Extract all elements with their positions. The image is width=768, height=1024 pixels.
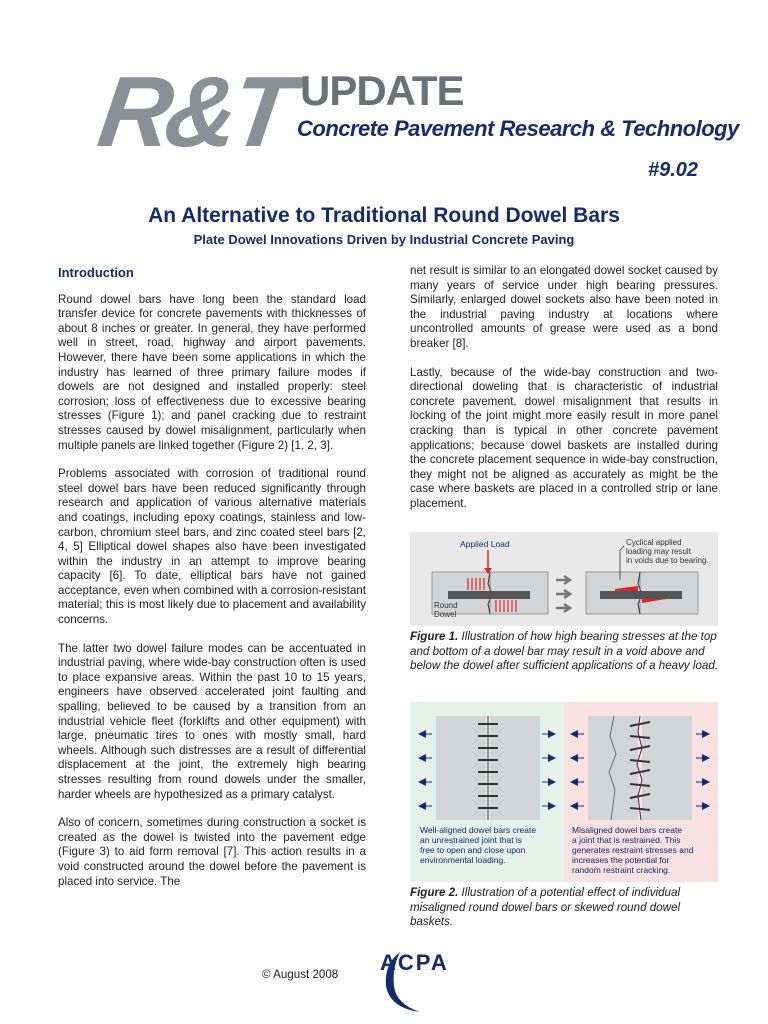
paragraph: The latter two dowel failure modes can be accentuated in industrial paving, where wide-bay construction often is used to place expansive areas. Within the past 10 to 15 years, engineers have observed accelerated joint faulting and spalling, believed to be caused by a transition from an industrial vehicle fleet (forklifts and other equipment) with large, pneumatic tires to ones with mostly small, hard wheels. Although such distresses are a result of differential displacement at the joint, the extremely high bearing stresses resulting from round dowels under the smaller, harder wheels are hypothesized as a primary catalyst.	[58, 641, 366, 801]
fig2-left-text: environmental loading.	[420, 855, 506, 865]
paragraph: Lastly, because of the wide-bay construction and two-directional doweling that is characteristic of industrial concrete pavement, dowel misalignment that results in locking of the joint might more easily result in more panel cracking than is typical in other concrete pavement applications; because dowel baskets are installed during the concrete placement sequence in wide-bay construction, they might not be aligned as accurately as might be the case where baskets are placed in a controlled strip or lane placement.	[410, 365, 718, 510]
round-dowel-label: Round	[434, 601, 458, 610]
cyclical-label: Cyclical applied	[626, 538, 682, 547]
fig2-right-text: generates restraint stresses and	[572, 845, 694, 855]
figure-1-illustration	[410, 532, 718, 626]
logo-update: UPDATE	[300, 67, 464, 114]
fig2-left-text: free to open and close upon	[420, 845, 526, 855]
cyclical-label: loading may result	[626, 547, 691, 556]
figure-2-caption	[410, 886, 720, 930]
acpa-logo	[360, 946, 480, 1016]
paragraph: net result is similar to an elongated dowel socket caused by many years of service under high bearing pressures. Similarly, enlarged dowel sockets also have been noted in the industrial paving industry at locations where uncontrolled amounts of grease were used as a bond breaker [8].	[410, 264, 718, 350]
logo-subtitle: Concrete Pavement Research & Technology	[297, 116, 739, 141]
right-column	[410, 264, 718, 526]
issue-number: #9.02	[648, 159, 699, 181]
applied-load-label: Applied Load	[460, 539, 510, 549]
publication-date: © August 2008	[262, 968, 339, 981]
round-dowel-label: Dowel	[434, 610, 457, 619]
cyclical-label: in voids due to bearing.	[626, 556, 709, 565]
paragraph: Also of concern, sometimes during construction a socket is created as the dowel is twisted into the pavement edge (Figure 3) to aid form removal [7]. This action results in a void constructed around the dowel before the pavement is placed into service. The	[58, 816, 366, 888]
paragraph: Round dowel bars have long been the standard load transfer device for concrete pavements with thicknesses of about 8 inches or greater. In general, they have performed well in street, road, highway and airport pavements. However, there have been some applications in which the industry has learned of three primary failure modes if dowels are not designed and installed properly: steel corrosion; loss of effectiveness due to excessive bearing stresses (Figure 1); and panel cracking due to restraint stresses caused by dowel misalignment, particularly when multiple panels are linked together (Figure 2) [1, 2, 3].	[58, 292, 366, 452]
fig2-left-text: an unrestrained joint that is	[420, 835, 523, 845]
figure-2-label: Figure 2.	[410, 886, 459, 899]
article-title: An Alternative to Traditional Round Dowel Bars	[148, 204, 620, 227]
figure-2-caption-text: Illustration of a potential effect of individual misaligned round dowel bars or skewed round dowel baskets.	[410, 886, 681, 929]
fig2-right-text: increases the potential for	[572, 855, 670, 865]
acpa-logo-text: ACPA	[380, 950, 449, 975]
article-subtitle: Plate Dowel Innovations Driven by Industrial Concrete Paving	[193, 232, 575, 247]
figure-1-caption-text: Illustration of how high bearing stresses at the top and bottom of a dowel bar may result in a void above and below the dowel after sufficient applications of a heavy load.	[410, 630, 719, 673]
fig2-left-text: Well-aligned dowel bars create	[420, 825, 537, 835]
section-heading-introduction: Introduction	[58, 265, 134, 280]
logo-rt: R&T	[92, 56, 296, 168]
figure-1-label: Figure 1.	[410, 630, 459, 643]
figure-1-caption	[410, 630, 720, 674]
left-column	[58, 266, 366, 903]
paragraph: Problems associated with corrosion of traditional round steel dowel bars have been reduced significantly through research and application of various alternative materials and coatings, including epoxy coatings, stainless and low-carbon, chromium steel bars, and zinc coated steel bars [2, 4, 5] Elliptical dowel shapes also have been investigated within the industry in an attempt to improve bearing capacity [6]. To date, elliptical bars have not gained acceptance, even when combined with a corrosion-resistant material; this is most likely due to placement and availability concerns.	[58, 467, 366, 627]
figure-2-illustration	[410, 702, 718, 882]
fig2-right-text: Misaligned dowel bars create	[572, 825, 683, 835]
fig2-right-text: random restraint cracking.	[572, 865, 671, 875]
fig2-right-text: a joint that is restrained. This	[572, 835, 681, 845]
masthead	[0, 0, 768, 190]
